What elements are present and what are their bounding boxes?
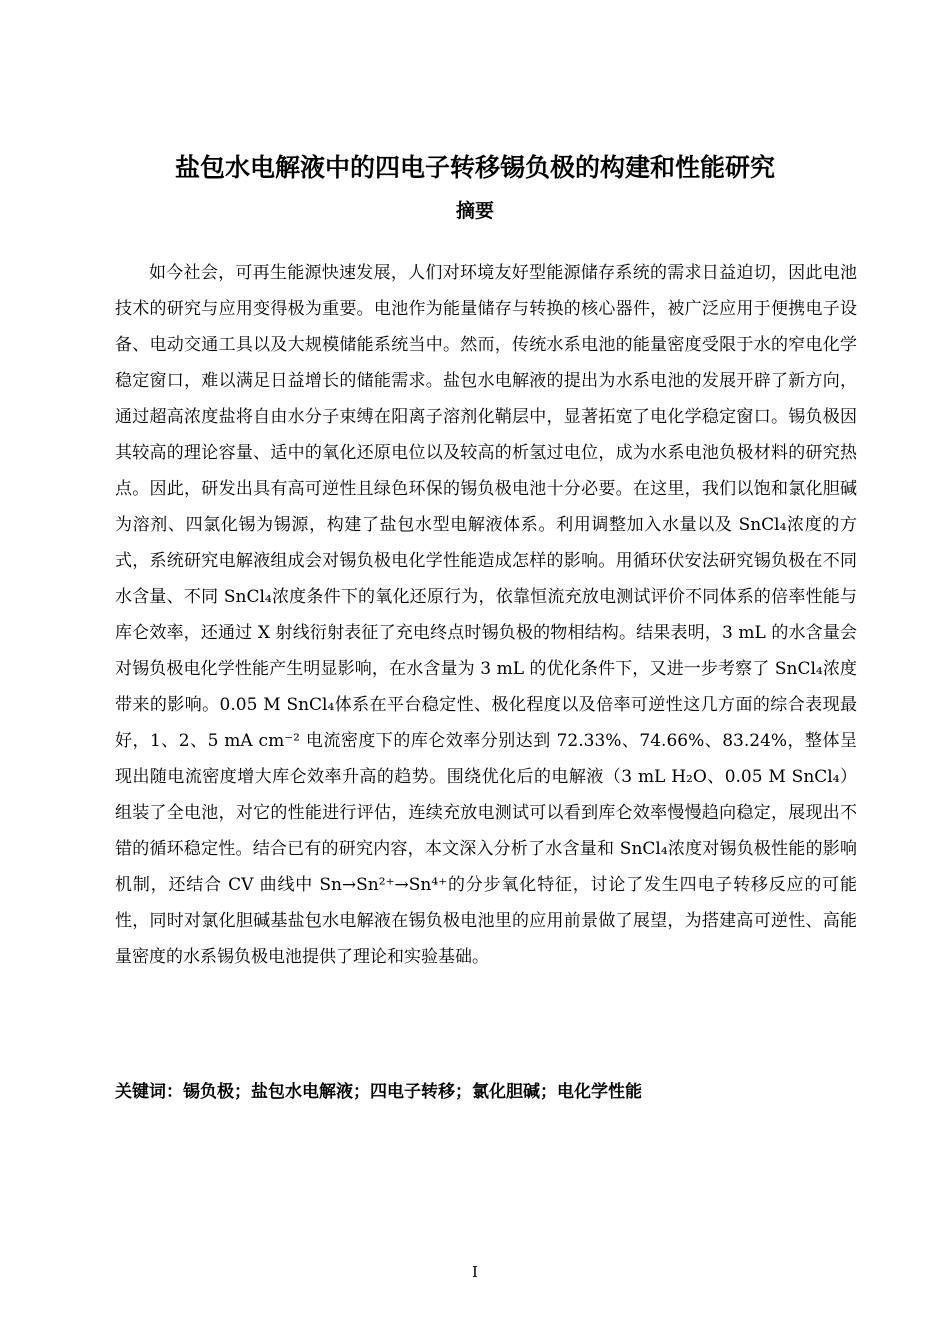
page-title: 盐包水电解液中的四电子转移锡负极的构建和性能研究 bbox=[174, 153, 775, 182]
abstract-paragraph: 如今社会，可再生能源快速发展，人们对环境友好型能源储存系统的需求日益迫切，因此电池技术的研究与应用变得极为重要。电池作为能量储存与转换的核心器件，被广泛应用于便携电子设备、电动交通工具以及大规模储能系统当中。然而，传统水系电池的能量密度受限于水的窄电化学稳定窗口，难以满足日益增长的储能需求。盐包水电解液的提出为水系电池的发展开辟了新方向，通过超高浓度盐将自由水分子束缚在阳离子溶剂化鞘层中，显著拓宽了电化学稳定窗口。锡负极因其较高的理论容量、适中的氧化还原电位以及较高的析氢过电位，成为水系电池负极材料的研究热点。因此，研发出具有高可逆性且绿色环保的锡负极电池十分必要。在这里，我们以饱和氯化胆碱为溶剂、四氯化锡为锡源，构建了盐包水型电解液体系。利用调整加入水量以及 SnCl₄浓度的方式，系统研究电解液组成会对锡负极电化学性能造成怎样的影响。用循环伏安法研究锡负极在不同水含量、不同 SnCl₄浓度条件下的氧化还原行为，依靠恒流充放电测试评价不同体系的倍率性能与库仑效率，还通过 X 射线衍射表征了充电终点时锡负极的物相结构。结果表明，3 mL 的水含量会对锡负极电化学性能产生明显影响，在水含量为 3 mL 的优化条件下，又进一步考察了 SnCl₄浓度带来的影响。0.05 M SnCl₄体系在平台稳定性、极化程度以及倍率可逆性这几方面的综合表现最好，1、2、5 mA cm⁻² 电流密度下的库仑效率分别达到 72.33%、74.66%、83.24%，整体呈现出随电流密度增大库仑效率升高的趋势。围绕优化后的电解液（3 mL H₂O、0.05 M SnCl₄）组装了全电池，对它的性能进行评估，连续充放电测试可以看到库仑效率慢慢趋向稳定，展现出不错的循环稳定性。结合已有的研究内容，本文深入分析了水含量和 SnCl₄浓度对锡负极性能的影响机制，还结合 CV 曲线中 Sn→Sn²⁺→Sn⁴⁺的分步氧化特征，讨论了发生四电子转移反应的可能性，同时对氯化胆碱基盐包水电解液在锡负极电池里的应用前景做了展望，为搭建高可逆性、高能量密度的水系锡负极电池提供了理论和实验基础。 bbox=[115, 263, 857, 967]
page-number: I bbox=[472, 1263, 478, 1281]
abstract-heading: 摘要 bbox=[455, 200, 494, 222]
keywords-line: 关键词：锡负极；盐包水电解液；四电子转移；氯化胆碱；电化学性能 bbox=[115, 1082, 642, 1102]
